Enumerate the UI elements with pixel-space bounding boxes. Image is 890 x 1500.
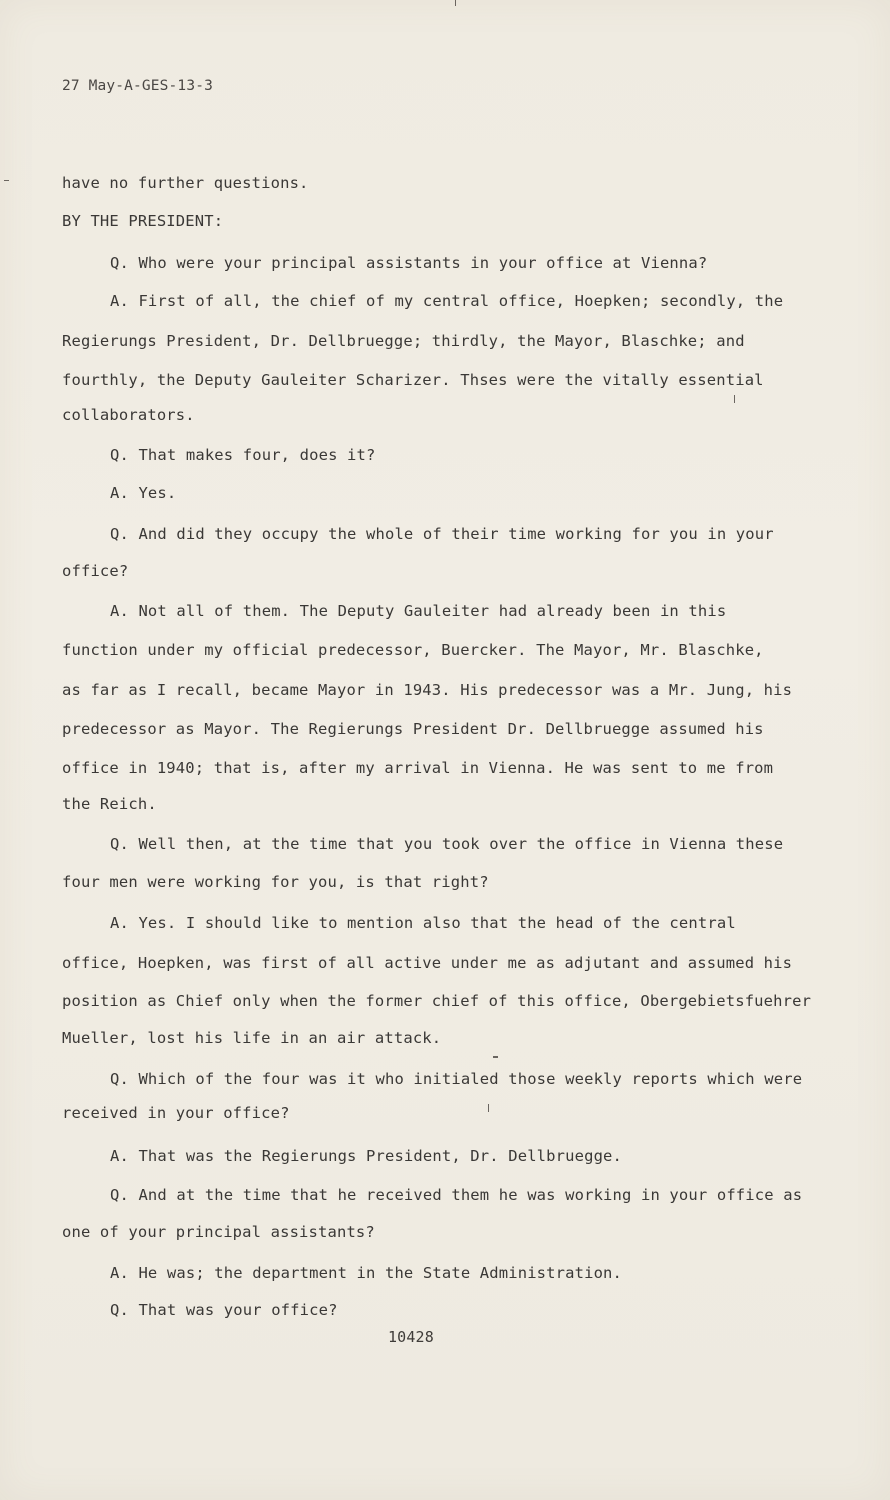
text-line: Q. And did they occupy the whole of their time working for you in your (110, 525, 774, 543)
text-line: Q. Who were your principal assistants in your office at Vienna? (110, 254, 708, 272)
text-line: office? (62, 562, 129, 580)
text-line: one of your principal assistants? (62, 1223, 375, 1241)
text-line: as far as I recall, became Mayor in 1943. His predecessor was a Mr. Jung, his (62, 681, 793, 699)
text-line: received in your office? (62, 1104, 290, 1122)
margin-mark (488, 1104, 489, 1112)
text-line: A. Not all of them. The Deputy Gauleiter had already been in this (110, 602, 727, 620)
text-line: the Reich. (62, 795, 157, 813)
margin-mark (4, 180, 9, 181)
text-line: Q. That was your office? (110, 1301, 338, 1319)
text-line: four men were working for you, is that right? (62, 873, 489, 891)
text-line: Q. Which of the four was it who initialed those weekly reports which were (110, 1070, 803, 1088)
document-header: 27 May-A-GES-13-3 (62, 78, 213, 94)
text-line: Q. Well then, at the time that you took over the office in Vienna these (110, 835, 784, 853)
text-line: Mueller, lost his life in an air attack. (62, 1029, 442, 1047)
text-line: predecessor as Mayor. The Regierungs President Dr. Dellbruegge assumed his (62, 720, 764, 738)
text-line: office in 1940; that is, after my arrival in Vienna. He was sent to me from (62, 759, 774, 777)
text-line: Regierungs President, Dr. Dellbruegge; thirdly, the Mayor, Blaschke; and (62, 332, 745, 350)
text-line: A. He was; the department in the State Administration. (110, 1264, 623, 1282)
text-line: office, Hoepken, was first of all active under me as adjutant and assumed his (62, 954, 793, 972)
text-line: A. That was the Regierungs President, Dr. Dellbruegge. (110, 1147, 623, 1165)
text-line: Q. And at the time that he received them he was working in your office as (110, 1186, 803, 1204)
margin-mark (493, 1056, 498, 1058)
text-line: A. Yes. I should like to mention also that the head of the central (110, 914, 736, 932)
text-line: function under my official predecessor, Buercker. The Mayor, Mr. Blaschke, (62, 641, 764, 659)
text-line: A. First of all, the chief of my central office, Hoepken; secondly, the (110, 292, 784, 310)
margin-mark (455, 0, 456, 6)
text-line: A. Yes. (110, 484, 177, 502)
text-line: BY THE PRESIDENT: (62, 212, 224, 230)
text-line: Q. That makes four, does it? (110, 446, 376, 464)
text-line: fourthly, the Deputy Gauleiter Scharizer. Thses were the vitally essential (62, 371, 764, 389)
margin-mark (734, 395, 735, 403)
page-number: 10428 (388, 1328, 434, 1346)
text-line: have no further questions. (62, 174, 309, 192)
text-line: collaborators. (62, 406, 195, 424)
text-line: position as Chief only when the former chief of this office, Obergebietsfuehrer (62, 992, 812, 1010)
